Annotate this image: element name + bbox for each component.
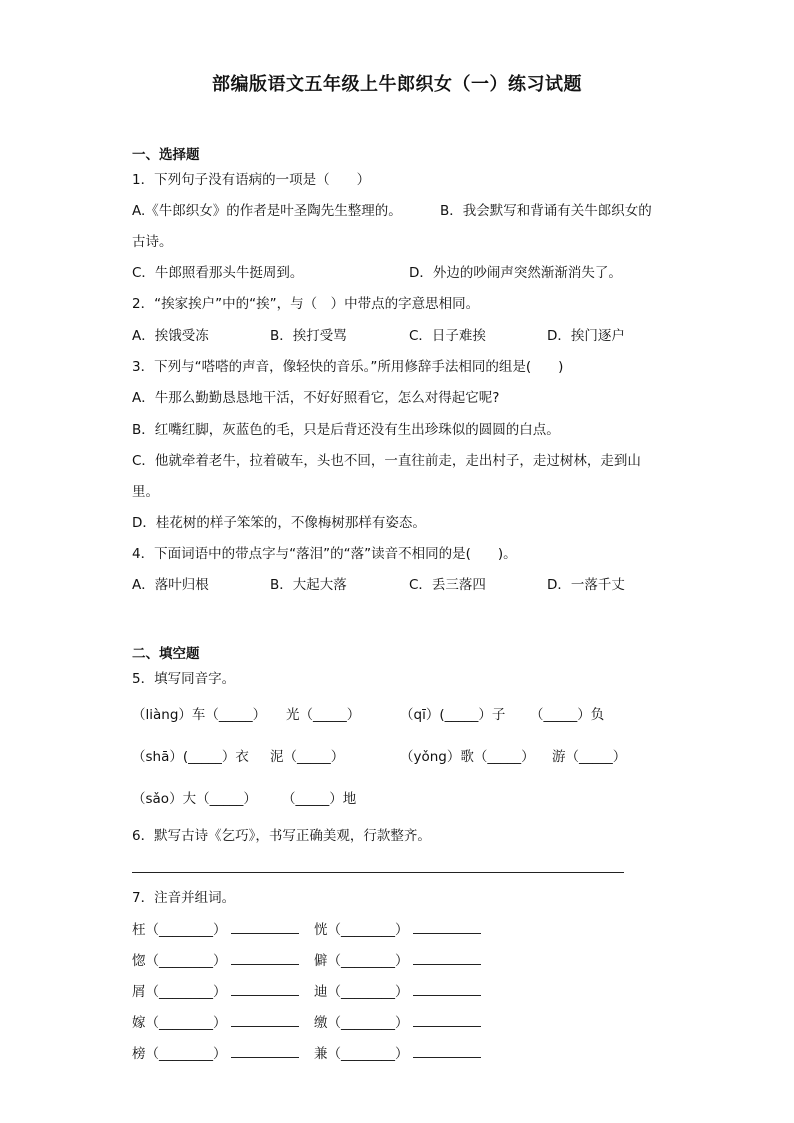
question-3-stem: 3．下列与“嗒嗒的声音，像轻快的音乐。”所用修辞手法相同的组是( ): [132, 359, 564, 375]
answer-line[interactable]: [132, 872, 624, 873]
pinyin-word-item[interactable]: 惚（________）: [132, 950, 299, 971]
homophone-item: 光（_____）: [286, 707, 361, 723]
homophone-item: 泥（_____）: [270, 749, 345, 765]
question-3-option-c-continued: 里。: [132, 484, 159, 500]
pinyin-word-item[interactable]: 兼（________）: [314, 1043, 481, 1064]
homophone-item: （liàng）车（_____）: [132, 707, 267, 723]
pinyin-word-item[interactable]: 嫁（________）: [132, 1012, 299, 1033]
section-heading-choice: 一、选择题: [132, 147, 200, 163]
pinyin-word-item[interactable]: 屑（________）: [132, 981, 299, 1002]
question-5-stem: 5．填写同音字。: [132, 671, 236, 687]
question-1-stem: 1．下列句子没有语病的一项是（ ）: [132, 172, 371, 188]
question-4-option-c: C．丢三落四: [409, 577, 486, 593]
homophone-item: （yǒng）歌（_____）: [400, 749, 535, 765]
question-1-option-a: A.《牛郎织女》的作者是叶圣陶先生整理的。: [132, 203, 402, 219]
question-7-stem: 7．注音并组词。: [132, 890, 236, 906]
question-3-option-a: A．牛那么勤勤恳恳地干活，不好好照看它，怎么对得起它呢?: [132, 390, 500, 406]
question-2-option-b: B．挨打受骂: [270, 328, 347, 344]
question-4-option-a: A．落叶归根: [132, 577, 209, 593]
page-title: 部编版语文五年级上牛郎织女（一）练习试题: [212, 74, 582, 95]
homophone-item: （_____）负: [530, 707, 605, 723]
question-3-option-b: B．红嘴红脚，灰蓝色的毛，只是后背还没有生出珍珠似的圆圆的白点。: [132, 422, 560, 438]
pinyin-word-item[interactable]: 恍（________）: [314, 919, 481, 940]
answer-blank[interactable]: [413, 981, 481, 996]
pinyin-word-item[interactable]: 僻（________）: [314, 950, 481, 971]
question-1-option-b-continued: 古诗。: [132, 234, 173, 250]
question-1-option-b: B．我会默写和背诵有关牛郎织女的: [440, 203, 652, 219]
homophone-item: （qī）(_____）子: [400, 707, 506, 723]
answer-blank[interactable]: [413, 1012, 481, 1027]
answer-blank[interactable]: [231, 950, 299, 965]
question-2-option-a: A．挨饿受冻: [132, 328, 209, 344]
question-1-option-d: D．外边的吵闹声突然渐渐消失了。: [409, 265, 622, 281]
question-4-option-b: B．大起大落: [270, 577, 347, 593]
homophone-item: （_____）地: [282, 791, 357, 807]
answer-blank[interactable]: [413, 950, 481, 965]
question-1-option-c: C．牛郎照看那头牛挺周到。: [132, 265, 304, 281]
pinyin-word-item[interactable]: 迪（________）: [314, 981, 481, 1002]
question-6-stem: 6．默写古诗《乞巧》，书写正确美观，行款整齐。: [132, 828, 431, 844]
question-2-option-d: D．挨门逐户: [547, 328, 625, 344]
pinyin-word-item[interactable]: 枉（________）: [132, 919, 299, 940]
answer-blank[interactable]: [231, 1012, 299, 1027]
question-3-option-c: C．他就牵着老牛，拉着破车，头也不回，一直往前走，走出村子，走过树林，走到山: [132, 453, 641, 469]
answer-blank[interactable]: [413, 1043, 481, 1058]
answer-blank[interactable]: [231, 919, 299, 934]
answer-blank[interactable]: [231, 1043, 299, 1058]
question-2-stem: 2．“挨家挨户”中的“挨”，与（ ）中带点的字意思相同。: [132, 296, 480, 312]
pinyin-word-item[interactable]: 缴（________）: [314, 1012, 481, 1033]
question-4-option-d: D．一落千丈: [547, 577, 625, 593]
question-4-stem: 4．下面词语中的带点字与“落泪”的“落”读音不相同的是( )。: [132, 546, 517, 562]
section-heading-fill: 二、填空题: [132, 646, 200, 662]
answer-blank[interactable]: [413, 919, 481, 934]
homophone-item: （sǎo）大（_____）: [132, 791, 257, 807]
question-3-option-d: D．桂花树的样子笨笨的，不像梅树那样有姿态。: [132, 515, 426, 531]
pinyin-word-item[interactable]: 榜（________）: [132, 1043, 299, 1064]
question-2-option-c: C．日子难挨: [409, 328, 486, 344]
answer-blank[interactable]: [231, 981, 299, 996]
homophone-item: （shā）(_____）衣: [132, 749, 249, 765]
homophone-item: 游（_____）: [552, 749, 627, 765]
